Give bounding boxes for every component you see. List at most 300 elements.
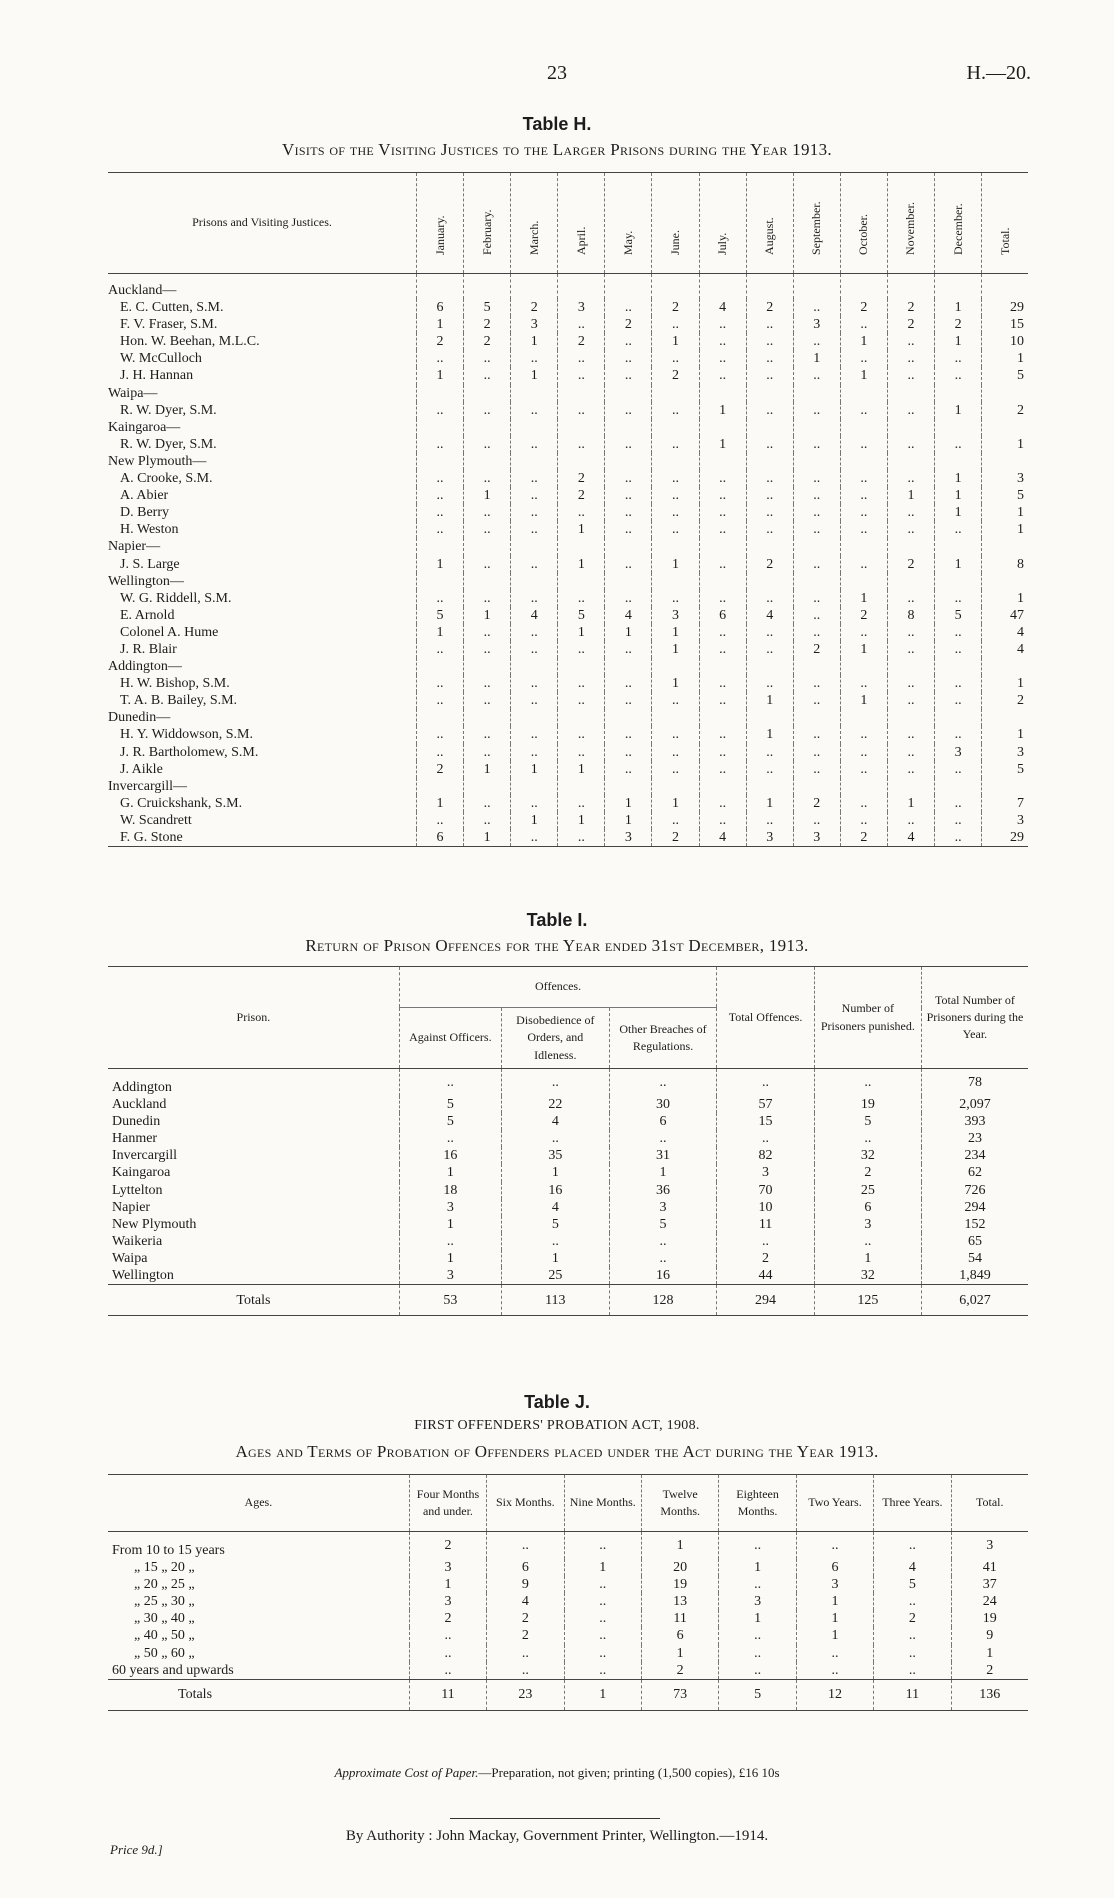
cell: ..	[511, 829, 558, 847]
cell: ..	[840, 744, 887, 761]
cell: 4	[699, 299, 746, 316]
cell: ..	[464, 590, 511, 607]
cell	[793, 538, 840, 555]
month-label: May.	[620, 231, 635, 256]
cell: 6	[796, 1559, 873, 1576]
cell: 3	[409, 1559, 486, 1576]
table-row	[108, 1576, 1028, 1593]
total-cell: 23	[487, 1679, 564, 1710]
cell: ..	[464, 367, 511, 384]
cell: 1	[951, 1645, 1028, 1662]
cell	[840, 778, 887, 795]
cell	[935, 573, 982, 590]
cell	[417, 385, 464, 402]
cell: ..	[464, 692, 511, 709]
cell: 1	[982, 504, 1028, 521]
cell	[887, 419, 934, 436]
table-row	[108, 744, 1028, 761]
cell	[511, 385, 558, 402]
cell	[558, 419, 605, 436]
cell: 2	[887, 556, 934, 573]
prison-group-name: New Plymouth—	[108, 453, 207, 469]
cell: ..	[652, 316, 699, 333]
cell: 1	[840, 333, 887, 350]
cell: ..	[935, 812, 982, 829]
cell: 1	[464, 487, 511, 504]
total-cell: 128	[609, 1285, 717, 1316]
table-h-month-header	[511, 173, 558, 274]
cell: ..	[887, 692, 934, 709]
cell: 2	[746, 556, 793, 573]
cell: ..	[746, 761, 793, 778]
cell: ..	[558, 744, 605, 761]
table-row	[108, 521, 1028, 538]
table-h-month-header	[982, 173, 1028, 274]
cell: ..	[793, 521, 840, 538]
cell: 70	[717, 1182, 814, 1199]
cell: 1	[417, 316, 464, 333]
cell	[699, 778, 746, 795]
prison-name: Wellington	[112, 1268, 174, 1284]
table-row	[108, 692, 1028, 709]
cell: 11	[641, 1610, 718, 1627]
cell	[699, 385, 746, 402]
table-h-month-header	[746, 173, 793, 274]
cell: 2	[874, 1610, 951, 1627]
justice-name: J. Aikle	[120, 761, 163, 777]
table-j-subtitle: Ages and Terms of Probation of Offenders placed under the Act during the Year 1913.	[235, 1442, 879, 1461]
table-row	[108, 1593, 1028, 1610]
cell: 1	[558, 521, 605, 538]
cell: 16	[399, 1147, 501, 1164]
cell: 1	[719, 1559, 796, 1576]
justice-name: E. Arnold	[120, 607, 175, 623]
table-h	[108, 172, 1028, 847]
page-number: 23	[547, 62, 567, 84]
cell	[464, 274, 511, 300]
cell	[746, 538, 793, 555]
cell: 1	[840, 590, 887, 607]
table-row	[108, 709, 1028, 726]
cell: 3	[796, 1576, 873, 1593]
table-row	[108, 1250, 1028, 1267]
cell: 9	[951, 1627, 1028, 1644]
totals-label: Totals	[236, 1292, 271, 1308]
cell: 1	[464, 761, 511, 778]
cell: ..	[464, 744, 511, 761]
cell	[605, 538, 652, 555]
cell: 4	[511, 607, 558, 624]
cell: 22	[501, 1096, 609, 1113]
table-row	[108, 1532, 1028, 1560]
cell	[982, 778, 1028, 795]
cell: 2	[793, 641, 840, 658]
cell: ..	[605, 692, 652, 709]
cell	[746, 385, 793, 402]
cell: ..	[417, 590, 464, 607]
cell: 3	[982, 744, 1028, 761]
cell: 2	[409, 1610, 486, 1627]
cell: ..	[793, 607, 840, 624]
total-cell: 5	[719, 1679, 796, 1710]
cell: ..	[935, 641, 982, 658]
cell: 3	[746, 829, 793, 847]
table-h-header-label: Prisons and Visiting Justices.	[192, 215, 332, 230]
cell: ..	[887, 350, 934, 367]
cell	[652, 419, 699, 436]
cell: ..	[887, 470, 934, 487]
cell: 2	[935, 316, 982, 333]
cell: ..	[746, 487, 793, 504]
cell	[699, 538, 746, 555]
cell: ..	[699, 556, 746, 573]
cell: 4	[487, 1593, 564, 1610]
table-h-month-header	[652, 173, 699, 274]
table-row	[108, 419, 1028, 436]
cell: ..	[887, 726, 934, 743]
cell: ..	[840, 504, 887, 521]
table-i-subtitle: Return of Prison Offences for the Year ended 31st December, 1913.	[305, 936, 809, 955]
cell	[464, 419, 511, 436]
cell: ..	[840, 726, 887, 743]
prison-name: New Plymouth	[112, 1216, 197, 1232]
table-j-header: Two Years.	[796, 1475, 873, 1532]
cell: 1	[558, 812, 605, 829]
cell: ..	[609, 1250, 717, 1267]
cell: ..	[717, 1233, 814, 1250]
total-cell: 113	[501, 1285, 609, 1316]
table-h-month-header	[935, 173, 982, 274]
cell	[511, 709, 558, 726]
cost-text: —Preparation, not given; printing (1,500 copies), £16 10s	[478, 1765, 780, 1780]
age-range: „ 30 „ 40 „	[134, 1611, 195, 1627]
justice-name: A. Abier	[120, 488, 169, 504]
cell: ..	[793, 624, 840, 641]
cell: 1	[887, 487, 934, 504]
cell: ..	[605, 726, 652, 743]
cell: ..	[699, 590, 746, 607]
cell	[464, 573, 511, 590]
cell	[464, 385, 511, 402]
cell: 2	[464, 333, 511, 350]
cell: ..	[719, 1576, 796, 1593]
cell	[652, 453, 699, 470]
cost-note	[0, 1765, 1114, 1781]
table-h-month-header	[840, 173, 887, 274]
table-row	[108, 829, 1028, 847]
table-i-header-other: Other Breaches of Regulations.	[609, 1008, 717, 1069]
cell: ..	[464, 504, 511, 521]
cell	[840, 419, 887, 436]
prison-name: Napier	[112, 1199, 151, 1215]
cell: ..	[511, 590, 558, 607]
cell: ..	[417, 470, 464, 487]
table-row	[108, 1233, 1028, 1250]
cell: 3	[409, 1593, 486, 1610]
cell	[793, 385, 840, 402]
table-row	[108, 573, 1028, 590]
cell: 3	[719, 1593, 796, 1610]
table-h-month-header	[417, 173, 464, 274]
month-label: October.	[856, 214, 871, 256]
prison-group-name: Dunedin—	[108, 710, 171, 726]
cell	[887, 658, 934, 675]
cell: 36	[609, 1182, 717, 1199]
cell: ..	[605, 350, 652, 367]
cell: ..	[564, 1645, 641, 1662]
cell: ..	[511, 504, 558, 521]
cell: 3	[399, 1267, 501, 1285]
table-j-header: Four Months and under.	[409, 1475, 486, 1532]
table-h-month-header	[558, 173, 605, 274]
table-h-subtitle: Visits of the Visiting Justices to the Larger Prisons during the Year 1913.	[282, 140, 832, 159]
cell: ..	[840, 350, 887, 367]
cell	[793, 778, 840, 795]
table-row	[108, 778, 1028, 795]
justice-name: H. Y. Widdowson, S.M.	[120, 727, 253, 743]
cell: ..	[652, 436, 699, 453]
cell: ..	[699, 470, 746, 487]
cell: ..	[564, 1593, 641, 1610]
cell: 1	[558, 761, 605, 778]
cell: ..	[874, 1662, 951, 1680]
table-h-month-header	[887, 173, 934, 274]
cell: 1	[417, 624, 464, 641]
cell: 2	[951, 1662, 1028, 1680]
cell: 234	[921, 1147, 1028, 1164]
cell: 5	[874, 1576, 951, 1593]
cell	[417, 274, 464, 300]
justice-name: D. Berry	[120, 505, 169, 521]
cell: 3	[814, 1216, 921, 1233]
total-cell: 6,027	[921, 1285, 1028, 1316]
cell: ..	[699, 795, 746, 812]
cell	[840, 709, 887, 726]
table-row	[108, 1267, 1028, 1285]
cell	[699, 573, 746, 590]
cell: 2	[717, 1250, 814, 1267]
cell: 3	[982, 812, 1028, 829]
cell	[840, 538, 887, 555]
cell: 1	[564, 1559, 641, 1576]
cell: 1	[652, 556, 699, 573]
cell: 2	[652, 829, 699, 847]
cell: 5	[464, 299, 511, 316]
cell: 1	[814, 1250, 921, 1267]
cell: 1	[605, 624, 652, 641]
cell: ..	[887, 744, 934, 761]
cell: 4	[982, 641, 1028, 658]
cell: 1	[399, 1164, 501, 1181]
cell: ..	[840, 812, 887, 829]
prison-group-name: Kaingaroa—	[108, 419, 181, 435]
cell: 19	[951, 1610, 1028, 1627]
cell: ..	[409, 1627, 486, 1644]
cell: ..	[887, 761, 934, 778]
cell: ..	[935, 795, 982, 812]
table-row	[108, 641, 1028, 658]
cell: 6	[417, 829, 464, 847]
cell: ..	[793, 761, 840, 778]
cell: 2	[641, 1662, 718, 1680]
cell: 15	[982, 316, 1028, 333]
table-j-header: Ages.	[244, 1495, 273, 1510]
table-row	[108, 1199, 1028, 1216]
cell: ..	[793, 402, 840, 419]
cell: ..	[746, 590, 793, 607]
cell: ..	[793, 487, 840, 504]
cell: ..	[699, 487, 746, 504]
cell: ..	[417, 692, 464, 709]
cell: ..	[814, 1130, 921, 1147]
cell: 24	[951, 1593, 1028, 1610]
cell: 1	[935, 333, 982, 350]
cell: 1	[417, 795, 464, 812]
table-row	[108, 1069, 1028, 1097]
cell: 62	[921, 1164, 1028, 1181]
cell: ..	[746, 624, 793, 641]
cell	[699, 709, 746, 726]
cell	[464, 778, 511, 795]
cell: 1	[511, 333, 558, 350]
cell: 16	[609, 1267, 717, 1285]
cell: 1	[652, 641, 699, 658]
justice-name: E. C. Cutten, S.M.	[120, 300, 224, 316]
justice-name: J. S. Large	[120, 556, 180, 572]
cell: 294	[921, 1199, 1028, 1216]
cell: ..	[605, 590, 652, 607]
cell: 5	[935, 607, 982, 624]
cell: ..	[558, 367, 605, 384]
month-label: November.	[903, 202, 918, 256]
cell: ..	[874, 1645, 951, 1662]
cell: 1,849	[921, 1267, 1028, 1285]
cell	[840, 274, 887, 300]
cell: ..	[840, 402, 887, 419]
cell: 41	[951, 1559, 1028, 1576]
cell: 2	[558, 487, 605, 504]
cell: ..	[417, 726, 464, 743]
cell: 726	[921, 1182, 1028, 1199]
cell	[558, 709, 605, 726]
justice-name: H. W. Bishop, S.M.	[120, 676, 230, 692]
cell	[887, 538, 934, 555]
cell: 2	[417, 333, 464, 350]
cell	[417, 538, 464, 555]
month-label: Total.	[997, 227, 1012, 256]
cell	[464, 709, 511, 726]
cell: 2	[840, 299, 887, 316]
cell: 5	[399, 1096, 501, 1113]
cell: 3	[558, 299, 605, 316]
cell: ..	[564, 1662, 641, 1680]
prison-group-name: Wellington—	[108, 573, 184, 589]
cell: ..	[652, 726, 699, 743]
cell: 6	[814, 1199, 921, 1216]
cell: ..	[609, 1069, 717, 1097]
cell: 3	[717, 1164, 814, 1181]
table-i	[108, 966, 1028, 1316]
cell: 5	[982, 367, 1028, 384]
cell: 2	[652, 367, 699, 384]
cell: ..	[417, 744, 464, 761]
cell: ..	[887, 675, 934, 692]
cell: 2	[840, 607, 887, 624]
cell: ..	[793, 744, 840, 761]
cell	[887, 274, 934, 300]
table-i-title: Table I.	[526, 910, 588, 930]
cell: ..	[793, 470, 840, 487]
cell: ..	[609, 1233, 717, 1250]
cell: ..	[558, 590, 605, 607]
table-row	[108, 350, 1028, 367]
table-row	[108, 590, 1028, 607]
cell	[746, 453, 793, 470]
cell	[935, 274, 982, 300]
cell: ..	[564, 1627, 641, 1644]
cell: ..	[652, 692, 699, 709]
month-label: January.	[432, 215, 447, 256]
justice-name: G. Cruickshank, S.M.	[120, 795, 243, 811]
cell: ..	[793, 726, 840, 743]
cell: 2	[887, 316, 934, 333]
cell: 1	[982, 590, 1028, 607]
cell: ..	[887, 436, 934, 453]
cell: ..	[796, 1662, 873, 1680]
cell: 2	[746, 299, 793, 316]
cell: 1	[746, 795, 793, 812]
cell: ..	[935, 436, 982, 453]
cell	[417, 778, 464, 795]
cell: 1	[511, 761, 558, 778]
cell: ..	[793, 692, 840, 709]
cell	[793, 658, 840, 675]
justice-name: A. Crooke, S.M.	[120, 471, 213, 487]
table-i-header-against: Against Officers.	[399, 1008, 501, 1069]
cell	[935, 658, 982, 675]
cell: ..	[840, 675, 887, 692]
justice-name: R. W. Dyer, S.M.	[120, 402, 217, 418]
cell: 1	[840, 692, 887, 709]
cell: ..	[699, 726, 746, 743]
cell: ..	[464, 350, 511, 367]
cell: ..	[793, 436, 840, 453]
table-i-header-offences: Offences.	[399, 967, 717, 1008]
cell: 1	[982, 350, 1028, 367]
cell	[417, 709, 464, 726]
table-row	[108, 316, 1028, 333]
cell	[605, 709, 652, 726]
cell: 82	[717, 1147, 814, 1164]
cell	[982, 573, 1028, 590]
cell: ..	[840, 487, 887, 504]
cell: 1	[935, 487, 982, 504]
cell: 15	[717, 1113, 814, 1130]
cell	[887, 709, 934, 726]
cell	[605, 658, 652, 675]
cell: 2	[982, 692, 1028, 709]
cell	[652, 709, 699, 726]
cell	[982, 419, 1028, 436]
cell: ..	[417, 521, 464, 538]
cell: ..	[464, 521, 511, 538]
cell: 2	[558, 470, 605, 487]
table-row	[108, 402, 1028, 419]
cell: ..	[874, 1593, 951, 1610]
justice-name: H. Weston	[120, 522, 179, 538]
cell: ..	[652, 470, 699, 487]
cell: 1	[605, 812, 652, 829]
